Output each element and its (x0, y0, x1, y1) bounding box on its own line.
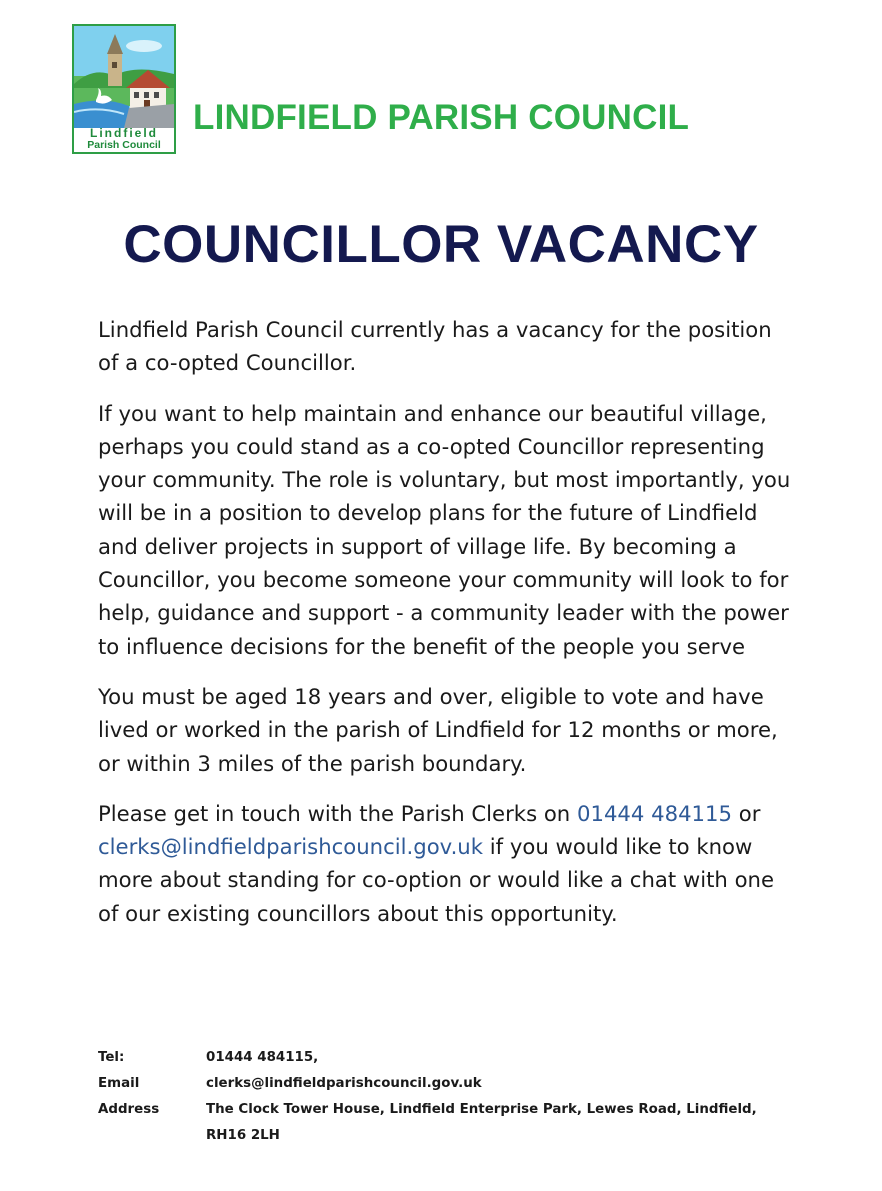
logo-line-1: Lindfield (90, 125, 158, 140)
logo-caption (74, 127, 174, 151)
page-title: COUNCILLOR VACANCY (123, 215, 759, 274)
paragraph-vacancy: Lindfield Parish Council currently has a vacancy for the position of a co-opted Councillor. (98, 317, 772, 376)
contact-row-address (98, 1097, 776, 1149)
contact-intro-text: Please get in touch with the Parish Clerks on (98, 800, 577, 826)
tel-label: Tel: (98, 1050, 125, 1065)
council-name-heading: LINDFIELD PARISH COUNCIL (193, 98, 690, 137)
paragraph-role: If you want to help maintain and enhance our beautiful village, perhaps you could stand as a co-opted Councillor representing your community. The role is voluntary, but most importantly, you will be in a position to develop plans for the future of Lindfield and deliver projects in support of village life. By becoming a Councillor, you become someone your community will look to for help, guidance and support - a community leader with the power to influence decisions for the benefit of the people you serve (98, 400, 791, 659)
phone-link[interactable]: 01444 484115 (576, 800, 733, 826)
email-label: Email (98, 1076, 140, 1091)
paragraph-contact (98, 797, 798, 930)
contact-outro-text: if you would like to know more about standing for co-option or would like a chat with one of our existing councillors about this opportunity. (98, 834, 775, 926)
contact-row-email (98, 1071, 776, 1097)
address-label: Address (98, 1102, 160, 1117)
paragraph-eligibility: You must be aged 18 years and over, eligible to vote and have lived or worked in the parish of Lindfield for 12 months or more, or within 3 miles of the parish boundary. (98, 683, 778, 776)
council-logo (72, 24, 176, 154)
notice-body (98, 313, 798, 947)
contact-details (98, 1045, 776, 1149)
email-value: clerks@lindfieldparishcouncil.gov.uk (206, 1076, 482, 1091)
tel-value: 01444 484115, (206, 1050, 319, 1065)
contact-join-text: or (732, 800, 761, 826)
email-link[interactable]: clerks@lindfieldparishcouncil.gov.uk (98, 834, 484, 860)
address-value: The Clock Tower House, Lindfield Enterprise Park, Lewes Road, Lindfield, RH16 2LH (206, 1102, 757, 1143)
logo-line-2: Parish Council (87, 138, 161, 151)
contact-row-tel (98, 1045, 776, 1071)
village-scene-illustration (74, 26, 174, 128)
